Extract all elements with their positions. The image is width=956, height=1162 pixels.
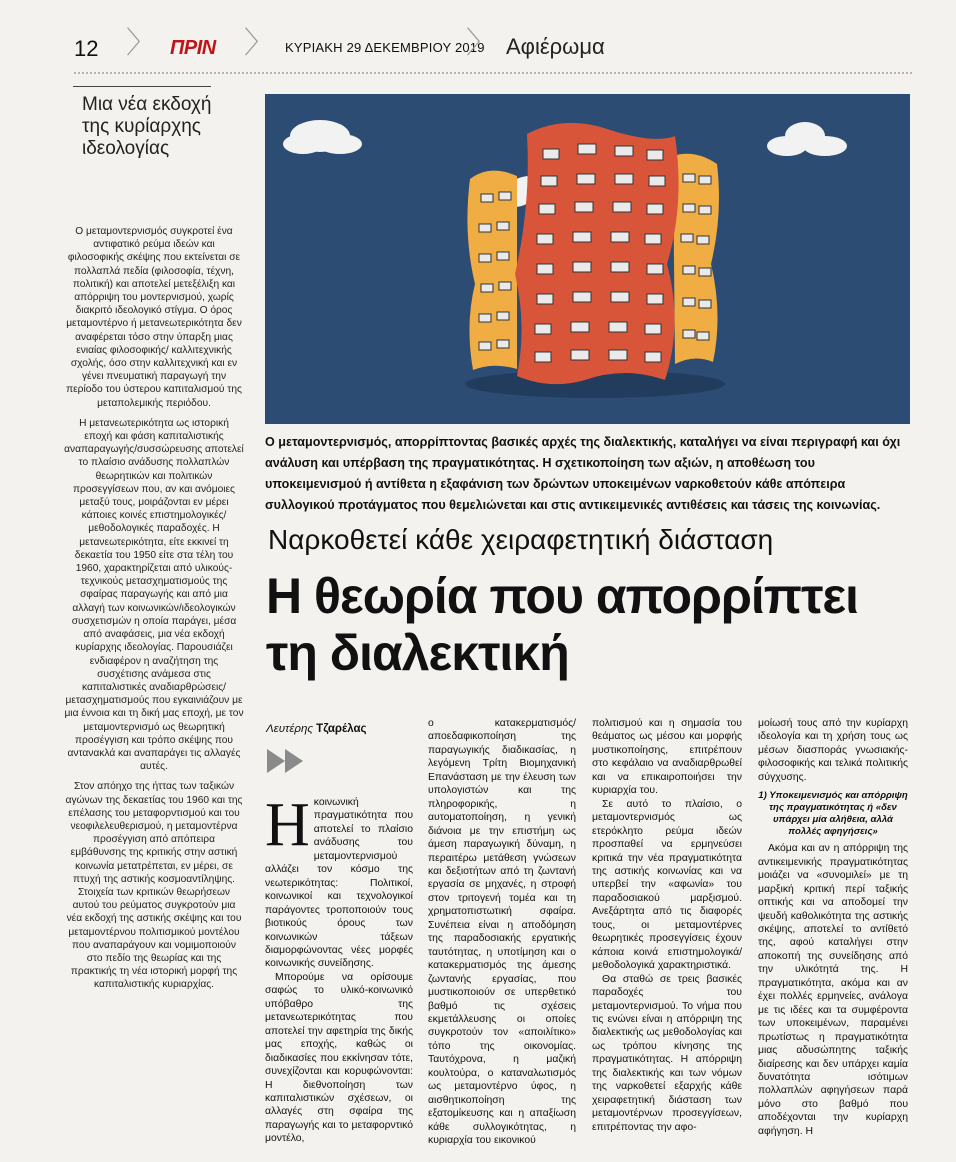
byline: [266, 723, 367, 735]
chevron-right-icon: 〉: [466, 26, 496, 61]
drop-cap: Η: [265, 791, 310, 859]
page-header: [0, 0, 956, 78]
sidebar-paragraph: Ο μεταμοντερνισμός συγκροτεί ένα αντιφατικό ρεύμα ιδεών και φιλοσοφικής σκέψης που εκτείνεται σε πολλαπλά πεδία (φιλοσοφία, τέχνη, πολιτική) και αποτελεί μετεξέλιξη και απόρριψη του μοντερνισμού, χωρίς διακριτό ιδεολογικό στίγμα. Ο όρος μεταμοντέρνο ή μετανεωτερικότητα δεν αναφέρεται τόσο στην ύπαρξη μιας ενιαίας φιλοσοφικής/ καλλιτεχνικής σχολής, όσο στην καλλιτεχνική και εν γένει πνευματική παραγωγή την περίοδο του ύστερου καπιταλισμού της μεταπολεμικής περιόδου.: [66, 226, 242, 409]
article-paragraph: Σε αυτό το πλαίσιο, ο μεταμοντερνισμός ως ετερόκλητο ρεύμα ιδεών προσπαθεί να ερμηνεύσει κριτικά την νέα πραγματικότητα της αστικής κοινωνίας και να υπερβεί την «αφωνία» του παραδοσιακού μαρξισμού. Ανεξάρτητα από τις διαφορές τους, οι μεταμοντέρνες θεωρητικές προσεγγίσεις έχουν κάποια κοινά επιστημολογικά/ μεθοδολογικά χαρακτηριστικά.: [592, 798, 742, 972]
article-subtitle: Ναρκοθετεί κάθε χειραφετητική διάσταση: [268, 524, 774, 555]
section-name: Αφιέρωμα: [506, 34, 605, 59]
issue-date: ΚΥΡΙΑΚΗ 29 ΔΕΚΕΜΒΡΙΟΥ 2019: [285, 40, 485, 55]
sidebar-title: Μια νέα εκδοχή της κυρίαρχης ιδεολογίας: [82, 94, 212, 159]
article-paragraph: ο κατακερματισμός/αποεδαφικοποίηση της παραγωγικής διαδικασίας, η λεγόμενη Τρίτη Βιομηχανική Επανάσταση με την έλευση των υπολογιστών και της πληροφορικής, η αυτοματοποίηση, η γενική διάνοια με την επιστήμη ως άμεση παραγωγική δύναμη, η περαιτέρω μετάθεση γνώσεων και δεξιοτήτων από τη ζωντανή εργασία σε μηχανές, η στροφή στον τριτογενή τομέα και τη χρηματοπιστωτική σφαίρα. Συνέπεια είναι η αποδόμηση της παραδοσιακής εργατικής ταυτότητας, η υποτίμηση και ο κατακερματισμός της άμεσης ζωντανής εργασίας, που μυστικοποιούν σε υπερθετικό βαθμό τις σχέσεις εκμετάλλευσης οι οποίες συγκροτούν τον «αποιλίτικο» τόπο της οικονομίας. Ταυτόχρονα, η μαζική κουλτούρα, ο καταναλωτισμός ως μεταμοντέρνο ύφος, η αισθητικοποίηση της εξατομίκευσης και η απαξίωση κάθε συλλογικότητας, η κυριαρχία του εικονικού: [428, 718, 576, 1147]
article-column-3: [592, 717, 742, 1134]
sidebar-paragraph: Η μετανεωτερικότητα ως ιστορική εποχή και φάση καπιταλιστικής αναπαραγωγής/συσσώρευσης αποτελεί το πλαίσιο ανάδυσης πολλαπλών θεωρητικών και πολιτικών προσεγγίσεων που, αν και ανόμοιες μεταξύ τους, μοιράζονται εν μέρει κάποιες κοινές επιστημολογικές/μεθοδολογικές παραδοχές. Η μετανεωτερικότητα, είτε εκκινεί τη δεκαετία του 1950 είτε στα τέλη του 1960, χαρακτηρίζεται από υλικούς-τεχνικούς μετασχηματισμούς της σφαίρας παραγωγής και από μια αλλαγή των κοινωνικών/ιδεολογικών συσχετισμών η οποία παράγει, μέσα από αναφάσεις, μια νέα εκδοχή κυρίαρχης ιδεολογίας. Παρουσιάζει ενδιαφέρον η αναζήτηση της συσχέτισης ανάμεσα στις καπιταλιστικές αναδιαρθρώσεις/ μετασχηματισμούς που εγκαινιάζουν με μια έννοια και τη δική μας εποχή, με τον μεταμοντερνισμό ως θεωρητική προσέγγιση και τρόπο σκέψης που αντανακλά και αναπαράγει τις αλλαγές αυτές.: [64, 417, 244, 773]
subheading: 1) Υποκειμενισμός και απόρριψη της πραγματικότητας ή «δεν υπάρχει μία αλήθεια, αλλά πολλές αφηγήσεις»: [758, 790, 908, 838]
sidebar-text: [64, 225, 244, 999]
article-paragraph: Μπορούμε να ορίσουμε σαφώς το υλικό-κοινωνικό υπόβαθρο της μετανεωτερικότητας που αποτελεί την αφετηρία της δικής μας εποχής, καθώς οι διαδικασίες που εκκίνησαν τότε, συνεχίζονται και κορυφώνονται: Η διεθνοποίηση των καπιταλιστικών σχέσεων, οι αλλαγές στη σφαίρα της παραγωγής και το μεταφορντικό μοντέλο,: [265, 971, 413, 1145]
buildings-illustration: [265, 94, 910, 424]
page-number: 12: [74, 36, 99, 61]
article-column-2: [428, 717, 576, 1148]
sidebar-paragraph: Στον απόηχο της ήττας των ταξικών αγώνων της δεκαετίας του 1960 και της επέλασης του μεταφορντισμού και του νεοφιλελευθερισμού, η μεταμοντέρνα προσέγγιση από απόπειρα εμβάθυνσης της κριτικής στην αστική κοινωνία μετατρέπεται, εν μέρει, σε πτυχή της αστικής κοσμοαντίληψης. Στοιχεία των κριτικών θεωρήσεων αυτού του ρεύματος συγκροτούν μια νέα εκδοχή της αστικής σκέψης και του μεταμοντέρνου πολιτισμικού μοντέλου που αναπαράγουν και νομιμοποιούν στο πεδίο της θεωρίας και της πρακτικής τη νέα ιστορική μορφή της καπιταλιστικής κυριαρχίας.: [65, 781, 243, 991]
article-paragraph: Ακόμα και αν η απόρριψη της αντικειμενικής πραγματικότητας μοιάζει να «συνομιλεί» με τη μαρξική κριτική περί ταξικής οπτικής και να αποδομεί την ψευδή καθολικότητα της αστικής σκέψης, αποτελεί το αντίθετό της, αφού καταλήγει στην αποκοπή της συνείδησης από την υλικότητά της. Η πραγματικότητα, ακόμα και αν έχει πολλές ερμηνείες, ανάλογα με τις ιδέες και τα συμφέροντα των υποκειμένων, παραμένει πρωτίστως η πραγματικότητα μιας αδυσώπητης ταξικής διαίρεσης και δεν υπάρχει καμία δυνατότητα ισότιμων πολλαπλών αφηγήσεων παρά μόνο στο βαθμό που αποδέχονται την κυρίαρχη αφήγηση. Η: [758, 843, 908, 1137]
author-first-name: Λευτέρης: [266, 723, 317, 735]
article-paragraph: μοίωσή τους από την κυρίαρχη ιδεολογία και τη χρήση τους ως μέσων διασποράς γνωσιακής-φιλοσοφικής και τελικά πολιτικής σύγχυσης.: [758, 718, 908, 783]
sidebar-rule: [73, 86, 211, 87]
header-divider: [74, 72, 912, 74]
article-column-4: [758, 717, 908, 1138]
double-arrow-icon: [265, 745, 309, 777]
article-paragraph: κοινωνική πραγματικότητα που αποτελεί το πλαίσιο ανάδυσης του μεταμοντερνισμού αλλάζει τον κόσμο της νεωτερικότητας: Πολιτικοί, κοινωνικοί και τεχνολογικοί παράγοντες τροποποιούν τους βιοτικούς όρους των κοινωνικών τάξεων διαμορφώνοντας νέες μορφές κοινωνικής συνείδησης.: [265, 797, 413, 970]
image-caption: Ο μεταμοντερνισμός, απορρίπτοντας βασικές αρχές της διαλεκτικής, καταλήγει να είναι περιγραφή και όχι ανάλυση και υπέρβαση της πραγματικότητας. Η σχετικοποίηση των αξιών, η αποθέωση του υποκειμενισμού ή αντίθετα η εξαφάνιση των δρώντων υποκειμένων ναρκοθετούν κάθε απόπειρα συλλογικού προτάγματος που θεμελιώνεται και στις αντικειμενικές αντιθέσεις και τάσεις της κοινωνίας.: [265, 435, 901, 512]
chevron-right-icon: 〉: [126, 26, 156, 61]
article-paragraph: Θα σταθώ σε τρεις βασικές παραδοχές του μεταμοντερνισμού. Το νήμα που τις ενώνει είναι η απόρριψη της διαλεκτικής ως μεθοδολογίας και ως τρόπου κίνησης της πραγματικότητας. Η απόρριψη της διαλεκτικής και των νόμων της ναρκοθετεί εξαρχής κάθε χειραφετητική διάσταση των μεταμοντέρνων προσεγγίσεων, επιτρέποντας την αφο-: [592, 973, 742, 1133]
article-paragraph: πολιτισμού και η σημασία του θεάματος ως μέσου και μορφής μυστικοποίησης, επιτρέπουν στο κεφάλαιο να αναδιαρθρωθεί και να επικαιροποιήσει την κυριαρχία του.: [592, 718, 742, 797]
newspaper-logo: ΠΡΙΝ: [170, 37, 216, 59]
chevron-right-icon: 〉: [244, 26, 274, 61]
author-surname: Τζαρέλας: [316, 723, 367, 735]
article-column-1: [265, 791, 413, 1146]
article-headline: Η θεωρία που απορρίπτει τη διαλεκτική: [266, 568, 859, 681]
